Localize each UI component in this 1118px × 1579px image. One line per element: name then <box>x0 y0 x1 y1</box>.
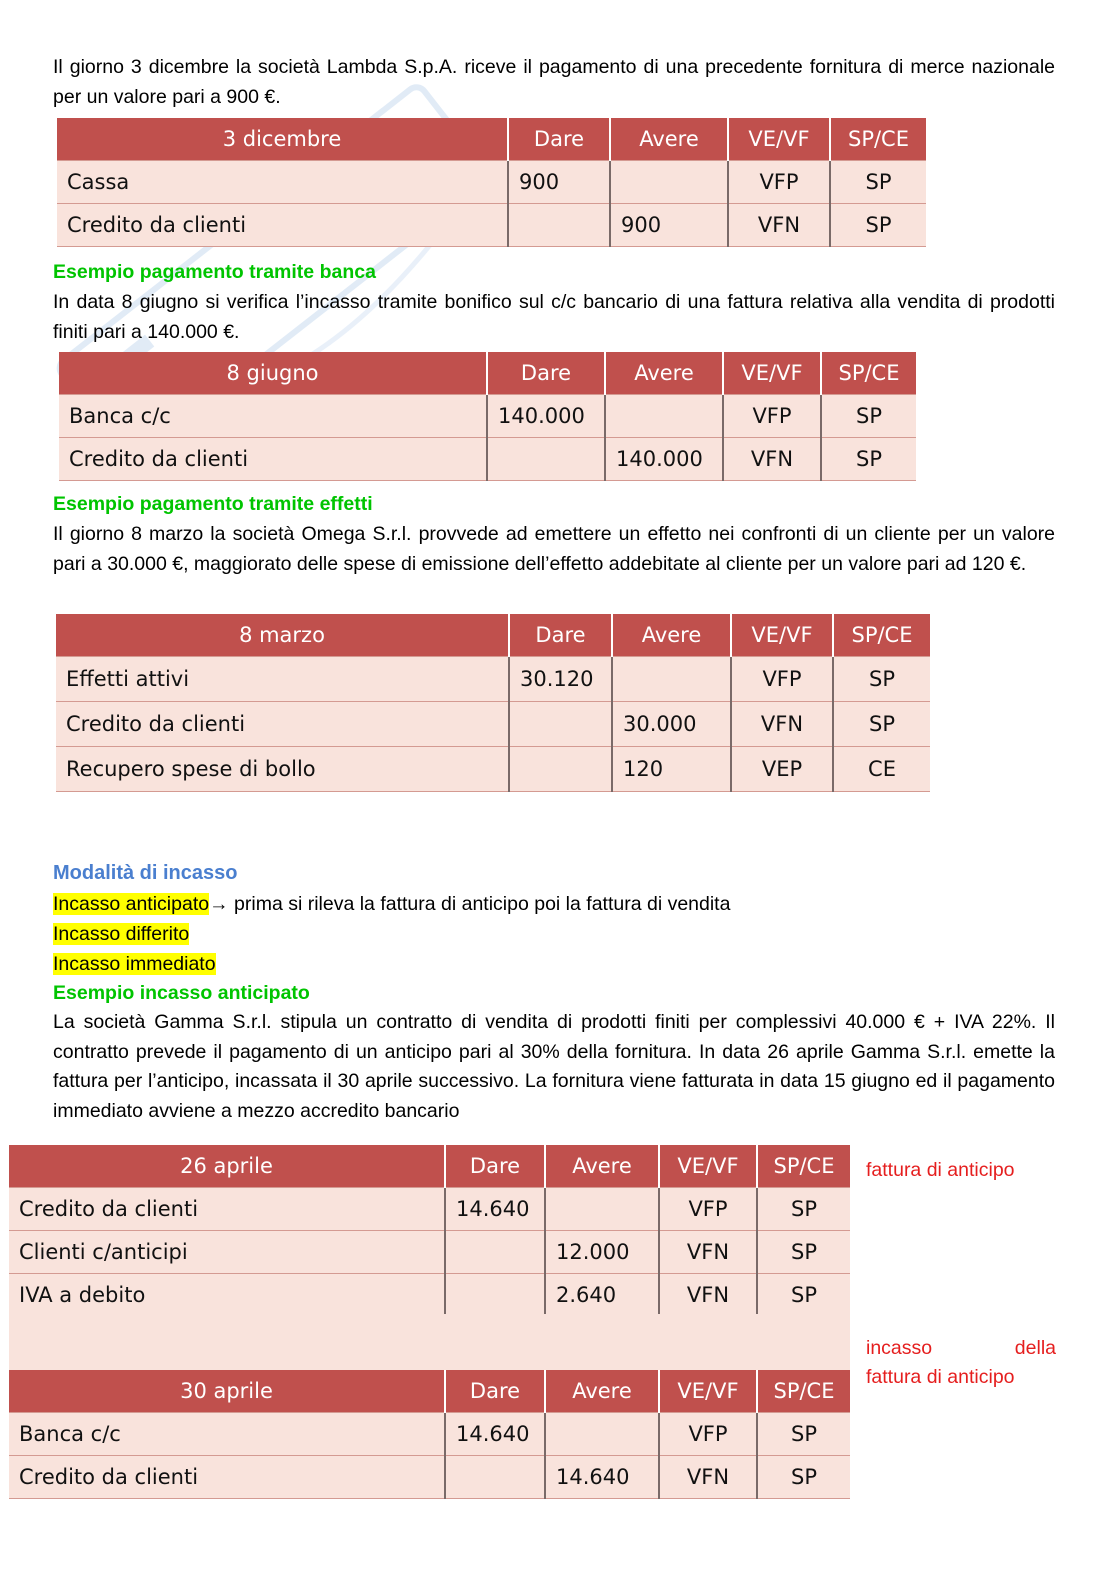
table-row <box>59 438 916 481</box>
note-incasso-anticipo-line2: fattura di anticipo <box>866 1366 1015 1388</box>
table-row <box>57 204 926 247</box>
sp-ce-header: SP/CE <box>821 352 916 395</box>
note-fattura-anticipo: fattura di anticipo <box>866 1159 1015 1181</box>
dare-cell <box>445 1456 545 1499</box>
avere-cell <box>605 395 723 438</box>
sp-ce-header: SP/CE <box>757 1145 850 1188</box>
account-cell: Credito da clienti <box>59 438 487 481</box>
modalita-item-anticipato <box>53 890 730 918</box>
account-cell: Credito da clienti <box>57 204 508 247</box>
ve-vf-cell: VFN <box>659 1456 757 1499</box>
table-date-header: 8 giugno <box>59 352 487 395</box>
modalita-heading: Modalità di incasso <box>53 862 238 884</box>
sp-ce-cell: SP <box>833 657 930 702</box>
highlight-anticipato: Incasso anticipato <box>53 893 210 915</box>
highlight-differito: Incasso differito <box>53 923 190 945</box>
sp-ce-cell: SP <box>821 438 916 481</box>
table-date-header: 3 dicembre <box>57 118 508 161</box>
modalita-item-immediato <box>53 950 216 978</box>
avere-cell: 900 <box>610 204 728 247</box>
dare-header: Dare <box>509 614 612 657</box>
account-cell: Clienti c/anticipi <box>9 1231 445 1274</box>
sp-ce-cell: SP <box>833 702 930 747</box>
avere-header: Avere <box>545 1145 659 1188</box>
avere-header: Avere <box>612 614 731 657</box>
dare-header: Dare <box>508 118 610 161</box>
sp-ce-cell: SP <box>757 1274 850 1317</box>
ve-vf-header: VE/VF <box>731 614 833 657</box>
sp-ce-cell: SP <box>821 395 916 438</box>
highlight-immediato: Incasso immediato <box>53 953 216 975</box>
ve-vf-cell: VFP <box>728 161 830 204</box>
dare-cell: 14.640 <box>445 1413 545 1456</box>
table-row <box>9 1231 850 1274</box>
sp-ce-cell: CE <box>833 747 930 792</box>
table-row <box>9 1188 850 1231</box>
account-cell: Credito da clienti <box>56 702 509 747</box>
ve-vf-cell: VFN <box>659 1274 757 1317</box>
account-cell: Banca c/c <box>59 395 487 438</box>
intro-paragraph: Il giorno 3 dicembre la società Lambda S.p.A. riceve il pagamento di una precedente fornitura di merce nazionale per un valore pari a 900 €. <box>53 56 1055 108</box>
table-date-header: 30 aprile <box>9 1370 445 1413</box>
avere-cell <box>610 161 728 204</box>
avere-cell: 120 <box>612 747 731 792</box>
anticipato-description: → prima si rileva la fattura di anticipo poi la fattura di vendita <box>209 893 731 915</box>
avere-cell: 140.000 <box>605 438 723 481</box>
ve-vf-cell: VFN <box>728 204 830 247</box>
modalita-item-differito <box>53 920 189 948</box>
avere-header: Avere <box>610 118 728 161</box>
ve-vf-cell: VFN <box>731 702 833 747</box>
sp-ce-header: SP/CE <box>830 118 926 161</box>
section-heading-anticipato: Esempio incasso anticipato <box>53 982 310 1004</box>
banca-paragraph: In data 8 giugno si verifica l’incasso tramite bonifico sul c/c bancario di una fattura relativa alla vendita di prodotti finiti pari a 140.000 €. <box>53 291 1055 343</box>
dare-cell <box>508 204 610 247</box>
table-row <box>9 1456 850 1499</box>
ve-vf-cell: VFN <box>659 1231 757 1274</box>
ve-vf-cell: VFP <box>659 1188 757 1231</box>
dare-cell <box>487 438 605 481</box>
avere-cell <box>612 657 731 702</box>
section-heading-banca: Esempio pagamento tramite banca <box>53 261 376 283</box>
anticipato-paragraph: La società Gamma S.r.l. stipula un contratto di vendita di prodotti finiti per complessivi 40.000 € + IVA 22%. Il contratto prevede il pagamento di un anticipo pari al 30% della fornitura. In data 26 aprile Gamma S.r.l. emette la fattura per l’anticipo, incassata il 30 aprile successivo. La fornitura viene fatturata in data 15 giugno ed il pagamento immediato avviene a mezzo accredito bancario <box>53 1011 1055 1122</box>
table-row <box>56 657 930 702</box>
avere-header: Avere <box>605 352 723 395</box>
effetti-paragraph: Il giorno 8 marzo la società Omega S.r.l. provvede ad emettere un effetto nei confronti di un cliente per un valore pari a 30.000 €, maggiorato delle spese di emissione dell’effetto addebitate al cliente per un valore pari ad 120 €. <box>53 523 1055 575</box>
sp-ce-cell: SP <box>830 161 926 204</box>
dare-cell: 140.000 <box>487 395 605 438</box>
table-spacer-band <box>9 1314 850 1370</box>
ledger-table-3-dicembre <box>57 118 926 247</box>
table-row <box>56 702 930 747</box>
dare-cell <box>445 1231 545 1274</box>
ve-vf-cell: VFN <box>723 438 821 481</box>
account-cell: Credito da clienti <box>9 1188 445 1231</box>
account-cell: Banca c/c <box>9 1413 445 1456</box>
table-row <box>9 1413 850 1456</box>
ve-vf-cell: VEP <box>731 747 833 792</box>
note-incasso-anticipo-line1: incasso della <box>866 1337 1056 1359</box>
table-row <box>57 161 926 204</box>
sp-ce-header: SP/CE <box>757 1370 850 1413</box>
sp-ce-cell: SP <box>757 1188 850 1231</box>
sp-ce-header: SP/CE <box>833 614 930 657</box>
avere-cell: 12.000 <box>545 1231 659 1274</box>
ve-vf-header: VE/VF <box>723 352 821 395</box>
avere-cell: 30.000 <box>612 702 731 747</box>
avere-cell <box>545 1188 659 1231</box>
account-cell: Recupero spese di bollo <box>56 747 509 792</box>
sp-ce-cell: SP <box>830 204 926 247</box>
account-cell: Effetti attivi <box>56 657 509 702</box>
ledger-table-8-giugno <box>59 352 916 481</box>
section-heading-effetti: Esempio pagamento tramite effetti <box>53 493 373 515</box>
table-row <box>56 747 930 792</box>
dare-cell <box>509 702 612 747</box>
dare-cell <box>509 747 612 792</box>
avere-cell: 2.640 <box>545 1274 659 1317</box>
table-date-header: 26 aprile <box>9 1145 445 1188</box>
ve-vf-header: VE/VF <box>659 1370 757 1413</box>
dare-header: Dare <box>445 1145 545 1188</box>
table-row <box>59 395 916 438</box>
account-cell: Credito da clienti <box>9 1456 445 1499</box>
ledger-table-26-aprile <box>9 1145 850 1317</box>
ledger-table-30-aprile <box>9 1370 850 1499</box>
account-cell: Cassa <box>57 161 508 204</box>
table-date-header: 8 marzo <box>56 614 509 657</box>
avere-cell <box>545 1413 659 1456</box>
ve-vf-header: VE/VF <box>659 1145 757 1188</box>
ve-vf-cell: VFP <box>659 1413 757 1456</box>
avere-cell: 14.640 <box>545 1456 659 1499</box>
table-row <box>9 1274 850 1317</box>
ve-vf-cell: VFP <box>723 395 821 438</box>
sp-ce-cell: SP <box>757 1456 850 1499</box>
ledger-table-8-marzo <box>56 614 930 792</box>
sp-ce-cell: SP <box>757 1231 850 1274</box>
ve-vf-header: VE/VF <box>728 118 830 161</box>
dare-cell: 30.120 <box>509 657 612 702</box>
dare-header: Dare <box>487 352 605 395</box>
dare-header: Dare <box>445 1370 545 1413</box>
sp-ce-cell: SP <box>757 1413 850 1456</box>
dare-cell: 14.640 <box>445 1188 545 1231</box>
ve-vf-cell: VFP <box>731 657 833 702</box>
dare-cell: 900 <box>508 161 610 204</box>
dare-cell <box>445 1274 545 1317</box>
account-cell: IVA a debito <box>9 1274 445 1317</box>
avere-header: Avere <box>545 1370 659 1413</box>
